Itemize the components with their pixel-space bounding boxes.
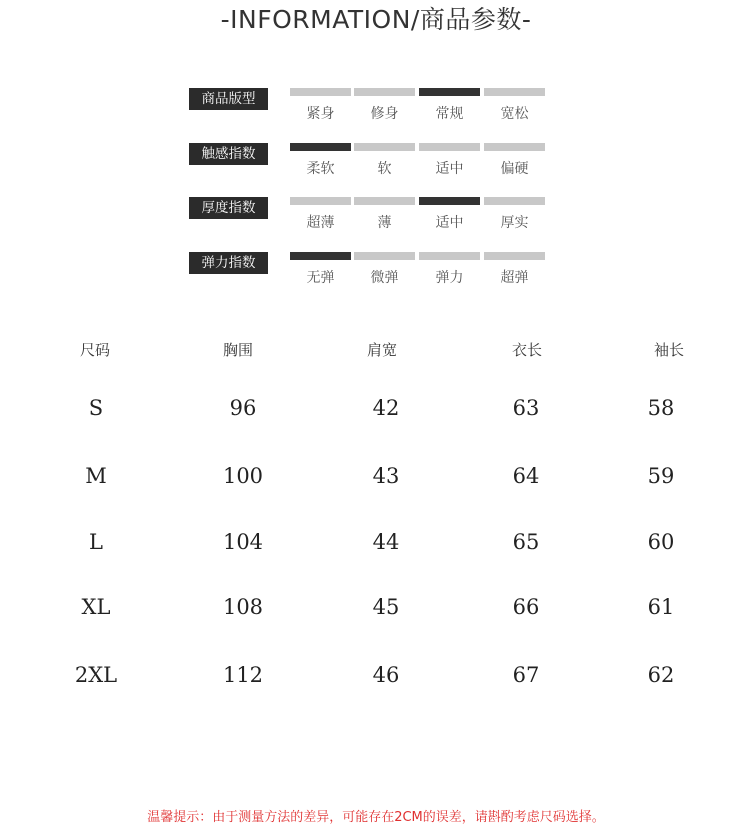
size-label-cell: S: [88, 396, 104, 420]
measurement-cell: 44: [372, 530, 400, 554]
measurement-cell: 112: [222, 663, 264, 687]
attribute-option: [484, 252, 545, 287]
measurement-cell: 43: [372, 464, 400, 488]
attribute-label: 弹力指数: [189, 252, 268, 274]
attribute-label: 厚度指数: [189, 197, 268, 219]
option-label: 宽松: [500, 106, 529, 122]
measurement-cell: 108: [222, 595, 264, 619]
attribute-option: [290, 252, 351, 287]
attribute-option: [419, 252, 480, 287]
option-label: 紧身: [306, 106, 335, 122]
attribute-option: [419, 143, 480, 178]
option-label: 微弹: [370, 270, 399, 286]
option-label: 超弹: [500, 270, 529, 286]
table-header-cell: 胸围: [223, 341, 254, 359]
attribute-option: [484, 88, 545, 123]
attribute-option: [419, 88, 480, 123]
option-label: 常规: [435, 106, 464, 122]
measurement-cell: 63: [512, 396, 540, 420]
indicator-bar: [484, 88, 545, 96]
indicator-bar: [354, 88, 415, 96]
measurement-cell: 66: [512, 595, 540, 619]
attribute-label: 触感指数: [189, 143, 268, 165]
measurement-cell: 45: [372, 595, 400, 619]
option-label: 适中: [435, 215, 464, 231]
indicator-bar: [484, 197, 545, 205]
option-label: 弹力: [435, 270, 464, 286]
measurement-cell: 100: [222, 464, 264, 488]
table-header-cell: 袖长: [654, 341, 685, 359]
option-label: 超薄: [306, 215, 335, 231]
size-label-cell: 2XL: [74, 663, 118, 687]
attribute-row: [189, 252, 549, 292]
option-label: 偏硬: [500, 161, 529, 177]
option-label: 软: [377, 161, 392, 177]
table-header-cell: 肩宽: [367, 341, 398, 359]
option-label: 修身: [370, 106, 399, 122]
attribute-option: [290, 143, 351, 178]
attribute-row: [189, 197, 549, 237]
indicator-bar: [419, 143, 480, 151]
measurement-note: 温馨提示：由于测量方法的差异，可能存在2CM的误差，请斟酌考虑尺码选择。: [147, 810, 605, 825]
selected-indicator-bar: [419, 197, 480, 205]
indicator-bar: [290, 197, 351, 205]
size-label-cell: XL: [81, 595, 111, 619]
page-title: -INFORMATION/商品参数-: [220, 5, 532, 34]
measurement-cell: 65: [512, 530, 540, 554]
attribute-option: [419, 197, 480, 232]
measurement-cell: 96: [229, 396, 257, 420]
indicator-bar: [354, 197, 415, 205]
indicator-bar: [484, 143, 545, 151]
attribute-label: 商品版型: [189, 88, 268, 110]
measurement-cell: 61: [647, 595, 675, 619]
size-label-cell: M: [85, 464, 107, 488]
measurement-cell: 60: [647, 530, 675, 554]
option-label: 柔软: [306, 161, 335, 177]
attribute-option: [484, 197, 545, 232]
measurement-cell: 64: [512, 464, 540, 488]
indicator-bar: [354, 252, 415, 260]
attribute-option: [354, 252, 415, 287]
attribute-option: [354, 88, 415, 123]
indicator-bar: [290, 88, 351, 96]
table-header-cell: 衣长: [512, 341, 543, 359]
indicator-bar: [354, 143, 415, 151]
measurement-cell: 67: [512, 663, 540, 687]
option-label: 无弹: [306, 270, 335, 286]
measurement-cell: 104: [222, 530, 264, 554]
attribute-row: [189, 143, 549, 183]
option-label: 厚实: [500, 215, 529, 231]
attribute-option: [290, 197, 351, 232]
selected-indicator-bar: [290, 143, 351, 151]
size-label-cell: L: [89, 530, 103, 554]
table-header-cell: 尺码: [80, 341, 111, 359]
attribute-row: [189, 88, 549, 128]
attribute-option: [354, 197, 415, 232]
measurement-cell: 46: [372, 663, 400, 687]
attribute-option: [354, 143, 415, 178]
attribute-option: [484, 143, 545, 178]
selected-indicator-bar: [290, 252, 351, 260]
indicator-bar: [484, 252, 545, 260]
measurement-cell: 58: [647, 396, 675, 420]
measurement-cell: 62: [647, 663, 675, 687]
selected-indicator-bar: [419, 88, 480, 96]
measurement-cell: 42: [372, 396, 400, 420]
measurement-cell: 59: [647, 464, 675, 488]
indicator-bar: [419, 252, 480, 260]
option-label: 薄: [377, 215, 392, 231]
attribute-option: [290, 88, 351, 123]
option-label: 适中: [435, 161, 464, 177]
